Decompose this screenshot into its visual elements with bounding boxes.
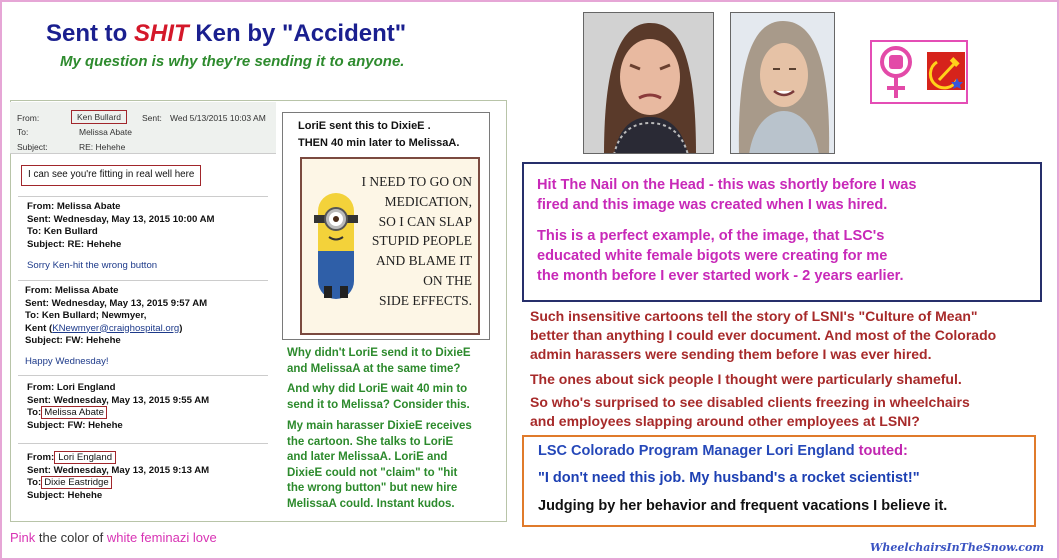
from-label: From: xyxy=(17,113,40,123)
culture-of-mean-paragraph: Such insensitive cartoons tell the story of LSNI's "Culture of Mean" better than anything I could ever document. And most of the Colorado admin harassers were sending them before I was ever hired. xyxy=(530,308,997,362)
female-power-fist-icon xyxy=(876,44,916,100)
lori-closing: Judging by her behavior and frequent vacations I believe it. xyxy=(538,498,948,514)
separator xyxy=(18,196,268,197)
separator xyxy=(18,443,268,444)
page-subtitle: My question is why they're sending it to anyone. xyxy=(60,53,405,70)
footer-caption: Pink the color of white feminazi love xyxy=(10,530,217,545)
separator xyxy=(18,375,268,376)
note-line-2: THEN 40 min later to MelissaA. xyxy=(298,137,460,149)
separator xyxy=(18,280,268,281)
site-watermark: WheelchairsInTheSnow.com xyxy=(870,541,1044,554)
subject-value: RE: Hehehe xyxy=(79,142,126,152)
hammer-sickle-icon xyxy=(927,52,965,90)
lori-intro: LSC Colorado Program Manager Lori England touted: xyxy=(538,443,908,459)
note-line-1: LoriE sent this to DixieE . xyxy=(298,120,431,132)
wheelchairs-paragraph: So who's surprised to see disabled clients freezing in wheelchairs and employees slapping around other employees at LSNI? xyxy=(530,394,970,429)
from-value: Ken Bullard xyxy=(71,110,127,124)
to-value: Melissa Abate xyxy=(79,127,132,137)
email-message-4: From: Lori England Sent: Wednesday, May 13, 2015 9:13 AM To: Dixie Eastridge Subject: Hehehe xyxy=(27,452,210,501)
page-title: Sent to SHIT Ken by "Accident" xyxy=(46,20,407,47)
sent-value: Wed 5/13/2015 10:03 AM xyxy=(170,113,266,123)
email-link[interactable]: KNewmyer@craighospital.org xyxy=(52,322,180,334)
email-message-1: From: Melissa Abate Sent: Wednesday, May 13, 2015 10:00 AM To: Ken Bullard Subject: RE: Hehehe Sorry Ken-hit the wrong button xyxy=(27,201,215,271)
sent-label: Sent: xyxy=(142,113,162,123)
highlighted-message: I can see you're fitting in real well here xyxy=(21,165,201,186)
question-2: And why did LoriE wait 40 min to send it to Melissa? Consider this. xyxy=(287,383,470,411)
nail-paragraph-1: Hit The Nail on the Head - this was shortly before I was fired and this image was created when I was hired. xyxy=(537,177,917,213)
nail-paragraph-2: This is a perfect example, of the image, that LSC's educated white female bigots were creating for me the month before I ever started work - 2 years earlier. xyxy=(537,228,904,284)
question-1: Why didn't LoriE send it to DixieE and MelissaA at the same time? xyxy=(287,347,471,375)
sick-people-paragraph: The ones about sick people I thought were particularly shameful. xyxy=(530,371,962,387)
cartoon-caption: I NEED TO GO ON MEDICATION, SO I CAN SLAP STUPID PEOPLE AND BLAME IT ON THE SIDE EFFECTS. xyxy=(361,174,472,308)
email-message-2: From: Melissa Abate Sent: Wednesday, May 13, 2015 9:57 AM To: Ken Bullard; Newmyer, Kent (KNewmyer@craighospital.org) Subject: FW: Hehehe Happy Wednesday! xyxy=(25,285,208,367)
to-label: To: xyxy=(17,127,29,137)
subject-label: Subject: xyxy=(17,142,48,152)
lori-quote: "I don't need this job. My husband's a rocket scientist!" xyxy=(538,470,920,486)
email-message-3: From: Lori England Sent: Wednesday, May 13, 2015 9:55 AM To: Melissa Abate Subject: FW: Hehehe xyxy=(27,382,210,431)
email-header xyxy=(10,102,276,154)
harasser-note: My main harasser DixieE receives the cartoon. She talks to LoriE and later MelissaA. LoriE and DixieE could not "claim" to "hit the wrong button" but new hire MelissaA could. Instant kudos. xyxy=(287,420,472,510)
photo-woman-smiling xyxy=(730,12,835,154)
photo-woman-grimace xyxy=(583,12,714,154)
